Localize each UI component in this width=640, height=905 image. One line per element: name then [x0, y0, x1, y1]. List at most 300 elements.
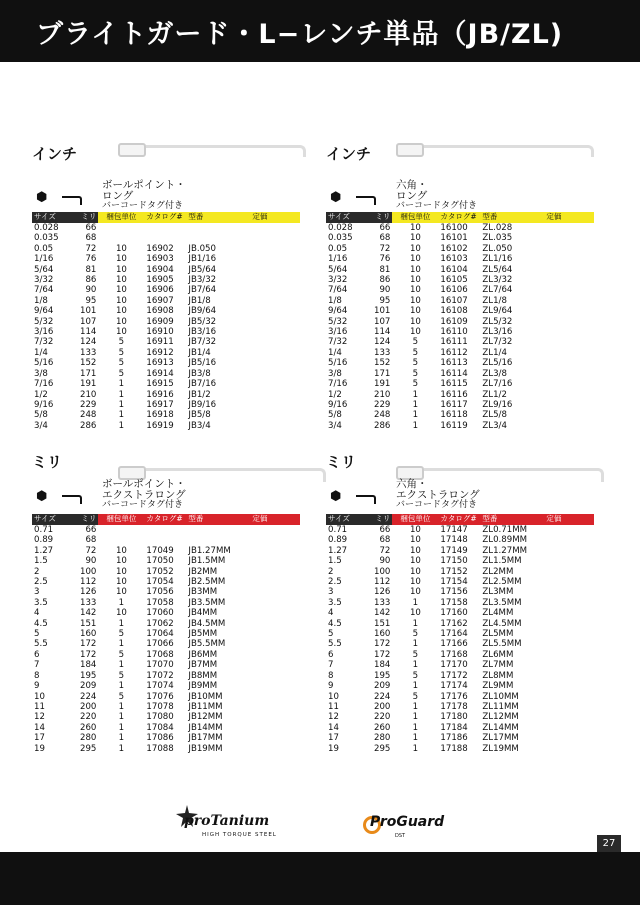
cell-price	[250, 348, 300, 358]
cell-pack-unit: 1	[118, 743, 125, 754]
cell-size: 2	[328, 566, 334, 577]
cell-catalog-number: 17084	[146, 722, 174, 733]
cell-model-number: ZL1/8	[482, 295, 507, 306]
cell-price	[544, 358, 594, 368]
cell-pack-unit: 1	[412, 399, 419, 410]
header-catalog: カタログ#	[144, 514, 186, 525]
cell-catalog-number: 17178	[440, 701, 468, 712]
cell-pack-unit: 5	[412, 670, 419, 681]
product-name-line1: 六角・	[396, 478, 428, 490]
cell-catalog-number: 17149	[440, 545, 468, 556]
cell-price	[544, 712, 594, 722]
cell-size: 3/8	[328, 368, 342, 379]
cell-size: 1/2	[328, 389, 342, 400]
cell-pack-unit: 5	[118, 368, 125, 379]
cell-model-number: JB5/8	[188, 410, 211, 421]
cell-model-number: JB12MM	[188, 712, 223, 723]
cell-model-number: ZL4.5MM	[482, 618, 522, 629]
table-row	[32, 639, 300, 649]
cell-price	[544, 629, 594, 639]
cell-price	[544, 733, 594, 743]
page-title: ブライトガード・L−レンチ単品（JB/ZL)	[36, 19, 564, 50]
cell-model-number: JB10MM	[188, 691, 223, 702]
cell-pack-unit: 10	[115, 264, 127, 275]
cell-pack-unit: 1	[412, 712, 419, 723]
cell-model-number: ZL.028	[482, 223, 513, 233]
cell-catalog-number: 16101	[440, 233, 468, 244]
cell-price	[250, 629, 300, 639]
cell-pack-unit: 1	[118, 701, 125, 712]
cell-length-mm: 171	[374, 368, 391, 379]
wrench-illustration	[146, 145, 306, 157]
cell-catalog-number: 16915	[146, 379, 174, 390]
cell-length-mm: 107	[80, 316, 97, 327]
cell-catalog-number: 17174	[440, 681, 468, 692]
cell-catalog-number: 16909	[146, 316, 174, 327]
cell-size: 10	[34, 691, 45, 702]
hex-icon: ⬢	[330, 190, 342, 205]
cell-length-mm: 72	[85, 243, 97, 254]
cell-price	[250, 744, 300, 754]
cell-pack-unit	[98, 233, 144, 243]
cell-length-mm: 124	[374, 337, 391, 348]
cell-price	[250, 535, 300, 545]
cell-catalog-number: 17080	[146, 712, 174, 723]
cell-size: 3/16	[328, 327, 348, 338]
cell-price	[544, 567, 594, 577]
cell-model-number: ZL3/8	[482, 368, 507, 379]
cell-pack-unit: 1	[118, 379, 125, 390]
section-label: ミリ	[326, 453, 357, 471]
cell-length-mm: 90	[85, 285, 97, 296]
cell-length-mm: 86	[85, 275, 97, 286]
cell-catalog-number: 16114	[440, 368, 468, 379]
cell-pack-unit: 1	[118, 420, 125, 431]
cell-catalog-number: 17164	[440, 629, 468, 640]
cell-catalog-number: 17158	[440, 597, 468, 608]
cell-model-number: JB5MM	[188, 629, 218, 640]
cell-model-number: ZL1.27MM	[482, 545, 528, 556]
l-key-icon	[62, 196, 82, 205]
table-row	[32, 296, 300, 306]
cell-catalog-number: 17186	[440, 733, 468, 744]
cell-pack-unit: 10	[409, 545, 421, 556]
spec-table	[32, 212, 300, 431]
cell-catalog-number	[144, 525, 186, 535]
cell-price	[544, 421, 594, 431]
cell-price	[250, 546, 300, 556]
header-unit: 梱包単位	[98, 212, 144, 223]
table-row	[326, 702, 594, 712]
cell-catalog-number: 16113	[440, 358, 468, 369]
table-row	[32, 619, 300, 629]
cell-model-number: ZL5/8	[482, 410, 507, 421]
cell-length-mm: 81	[379, 264, 391, 275]
table-row	[32, 587, 300, 597]
table-row	[326, 390, 594, 400]
cell-size: 5	[34, 629, 40, 640]
cell-model-number: ZL3.5MM	[482, 597, 522, 608]
cell-pack-unit: 5	[412, 691, 419, 702]
cell-price	[544, 275, 594, 285]
cell-price	[250, 660, 300, 670]
cell-catalog-number: 17176	[440, 691, 468, 702]
cell-model-number: JB5/32	[188, 316, 217, 327]
cell-size: 0.035	[34, 233, 59, 244]
cell-catalog-number: 17162	[440, 618, 468, 629]
cell-model-number: JB1/8	[188, 295, 211, 306]
cell-model-number: ZL1.5MM	[482, 556, 522, 567]
section-label: インチ	[32, 145, 78, 163]
table-row	[326, 348, 594, 358]
protanium-logo: proTanium	[184, 813, 270, 829]
table-row	[32, 546, 300, 556]
table-row	[326, 254, 594, 264]
cell-price	[250, 587, 300, 597]
product-name-line2: エクストラロング	[102, 489, 186, 501]
cell-price	[544, 400, 594, 410]
cell-price	[250, 327, 300, 337]
cell-length-mm: 200	[374, 701, 391, 712]
cell-price	[250, 254, 300, 264]
cell-length-mm: 191	[374, 379, 391, 390]
cell-price	[544, 692, 594, 702]
table-row	[32, 285, 300, 295]
cell-length-mm: 68	[85, 535, 97, 546]
cell-price	[544, 337, 594, 347]
cell-size: 0.028	[34, 223, 59, 233]
cell-size: 5/32	[34, 316, 54, 327]
cell-price	[250, 650, 300, 660]
table-row	[326, 629, 594, 639]
cell-model-number: ZL7/32	[482, 337, 513, 348]
cell-model-number: ZL.035	[482, 233, 513, 244]
table-row	[32, 681, 300, 691]
cell-catalog-number: 17062	[146, 618, 174, 629]
table-row	[326, 619, 594, 629]
table-header-row	[326, 514, 594, 525]
cell-model-number: ZL5.5MM	[482, 639, 522, 650]
cell-size: 12	[328, 712, 339, 723]
proguard-logo-sub: DST	[395, 833, 406, 839]
cell-model-number: ZL2MM	[482, 566, 514, 577]
table-row	[326, 233, 594, 243]
cell-size: 0.05	[34, 243, 54, 254]
header-mm: ミリ	[78, 514, 98, 525]
hex-icon: ⬢	[36, 489, 48, 504]
cell-price	[250, 639, 300, 649]
cell-catalog-number: 17060	[146, 608, 174, 619]
cell-catalog-number: 16906	[146, 285, 174, 296]
cell-size: 3/32	[328, 275, 348, 286]
table-row	[32, 702, 300, 712]
table-row	[32, 400, 300, 410]
cell-catalog-number: 17156	[440, 587, 468, 598]
cell-size: 7	[328, 660, 334, 671]
cell-pack-unit: 1	[118, 712, 125, 723]
cell-model-number: JB7MM	[188, 660, 218, 671]
cell-length-mm: 172	[374, 639, 391, 650]
cell-price	[544, 265, 594, 275]
table-row	[32, 275, 300, 285]
cell-length-mm: 209	[374, 681, 391, 692]
table-row	[326, 692, 594, 702]
table-row	[326, 712, 594, 722]
cell-price	[250, 379, 300, 389]
cell-model-number: ZL0.71MM	[482, 525, 528, 535]
wrench-illustration-hex-end	[396, 143, 424, 157]
cell-length-mm: 260	[80, 722, 97, 733]
cell-catalog-number: 16913	[146, 358, 174, 369]
cell-price	[544, 660, 594, 670]
cell-catalog-number	[144, 223, 186, 233]
cell-catalog-number: 16119	[440, 420, 468, 431]
header-unit: 梱包単位	[392, 212, 438, 223]
cell-length-mm: 95	[85, 295, 97, 306]
cell-pack-unit: 5	[412, 337, 419, 348]
cell-size: 9/64	[328, 306, 348, 317]
cell-price	[250, 619, 300, 629]
cell-length-mm: 124	[80, 337, 97, 348]
cell-catalog-number: 16917	[146, 399, 174, 410]
cell-size: 0.71	[34, 525, 54, 535]
cell-model-number: JB3/8	[188, 368, 211, 379]
cell-length-mm: 126	[80, 587, 97, 598]
cell-size: 1.27	[328, 545, 348, 556]
cell-pack-unit: 10	[115, 316, 127, 327]
cell-price	[250, 608, 300, 618]
cell-size: 8	[34, 670, 40, 681]
cell-catalog-number	[144, 535, 186, 545]
cell-size: 3/16	[34, 327, 54, 338]
cell-pack-unit: 5	[118, 670, 125, 681]
table-row	[326, 317, 594, 327]
wrench-illustration-hex-end	[118, 143, 146, 157]
cell-model-number: JB6MM	[188, 649, 218, 660]
cell-price	[250, 723, 300, 733]
table-row	[32, 265, 300, 275]
cell-length-mm: 209	[80, 681, 97, 692]
cell-price	[544, 598, 594, 608]
header-mm: ミリ	[78, 212, 98, 223]
cell-pack-unit: 10	[409, 535, 421, 546]
cell-model-number: JB1.27MM	[188, 545, 231, 556]
cell-model-number: ZL9MM	[482, 681, 514, 692]
cell-length-mm: 210	[80, 389, 97, 400]
table-row	[32, 671, 300, 681]
cell-price	[250, 223, 300, 233]
cell-catalog-number: 16106	[440, 285, 468, 296]
cell-catalog-number: 17086	[146, 733, 174, 744]
cell-catalog-number: 17148	[440, 535, 468, 546]
cell-size: 1/4	[34, 347, 48, 358]
header-unit: 梱包単位	[98, 514, 144, 525]
cell-length-mm: 171	[80, 368, 97, 379]
cell-price	[250, 681, 300, 691]
table-row	[326, 535, 594, 545]
title-bar	[0, 0, 640, 62]
cell-price	[250, 712, 300, 722]
table-row	[32, 223, 300, 233]
cell-catalog-number: 17072	[146, 670, 174, 681]
cell-catalog-number: 16912	[146, 347, 174, 358]
cell-model-number: ZL19MM	[482, 743, 519, 754]
cell-price	[250, 567, 300, 577]
cell-size: 7/32	[34, 337, 54, 348]
cell-price	[544, 390, 594, 400]
cell-catalog-number: 16908	[146, 306, 174, 317]
cell-pack-unit: 5	[118, 337, 125, 348]
cell-model-number: JB3/4	[188, 420, 211, 431]
cell-length-mm: 66	[379, 525, 391, 535]
cell-size: 14	[328, 722, 339, 733]
cell-pack-unit: 5	[412, 368, 419, 379]
cell-model-number: ZL1/16	[482, 254, 513, 265]
cell-size: 3	[34, 587, 40, 598]
cell-catalog-number: 17088	[146, 743, 174, 754]
table-row	[326, 410, 594, 420]
cell-model-number: ZL3/32	[482, 275, 513, 286]
cell-model-number: ZL1/2	[482, 389, 507, 400]
table-row	[32, 306, 300, 316]
cell-model-number: ZL1/4	[482, 347, 507, 358]
table-row	[326, 546, 594, 556]
cell-length-mm: 286	[374, 420, 391, 431]
cell-model-number	[186, 233, 250, 243]
cell-length-mm: 151	[374, 618, 391, 629]
cell-catalog-number: 16112	[440, 347, 468, 358]
footer-bar	[0, 852, 640, 905]
cell-pack-unit: 10	[115, 566, 127, 577]
table-row	[326, 733, 594, 743]
cell-model-number: ZL12MM	[482, 712, 519, 723]
cell-length-mm: 200	[80, 701, 97, 712]
cell-model-number: ZL3/4	[482, 420, 507, 431]
cell-price	[544, 233, 594, 243]
cell-pack-unit: 10	[409, 295, 421, 306]
cell-size: 14	[34, 722, 45, 733]
cell-catalog-number: 16903	[146, 254, 174, 265]
cell-price	[250, 296, 300, 306]
table-row	[326, 567, 594, 577]
cell-size: 2	[34, 566, 40, 577]
header-model: 型番	[186, 514, 250, 525]
cell-length-mm: 66	[85, 525, 97, 535]
cell-size: 10	[328, 691, 339, 702]
cell-pack-unit: 1	[412, 722, 419, 733]
cell-catalog-number: 16109	[440, 316, 468, 327]
cell-size: 7/64	[34, 285, 54, 296]
cell-catalog-number: 16107	[440, 295, 468, 306]
cell-length-mm: 133	[80, 347, 97, 358]
cell-size: 3/32	[34, 275, 54, 286]
header-model: 型番	[186, 212, 250, 223]
cell-catalog-number: 17049	[146, 545, 174, 556]
table-row	[326, 639, 594, 649]
cell-catalog-number: 16104	[440, 264, 468, 275]
cell-price	[544, 306, 594, 316]
cell-size: 5/32	[328, 316, 348, 327]
spec-table	[326, 514, 594, 754]
table-row	[32, 369, 300, 379]
cell-catalog-number: 17066	[146, 639, 174, 650]
cell-length-mm: 210	[374, 389, 391, 400]
cell-size: 17	[328, 733, 339, 744]
table-row	[326, 244, 594, 254]
cell-pack-unit: 5	[118, 629, 125, 640]
cell-price	[250, 265, 300, 275]
cell-catalog-number: 16907	[146, 295, 174, 306]
cell-catalog-number: 17166	[440, 639, 468, 650]
header-unit: 梱包単位	[392, 514, 438, 525]
cell-price	[544, 285, 594, 295]
cell-size: 0.05	[328, 243, 348, 254]
cell-length-mm: 172	[374, 649, 391, 660]
cell-size: 3/4	[34, 420, 48, 431]
cell-pack-unit: 10	[115, 254, 127, 265]
cell-price	[544, 723, 594, 733]
header-price: 定価	[250, 514, 300, 525]
cell-pack-unit: 1	[118, 722, 125, 733]
header-model: 型番	[480, 514, 544, 525]
cell-model-number: JB1/2	[188, 389, 211, 400]
cell-price	[250, 275, 300, 285]
cell-pack-unit: 5	[118, 347, 125, 358]
cell-catalog-number: 17050	[146, 556, 174, 567]
cell-length-mm: 248	[374, 410, 391, 421]
cell-size: 1/8	[328, 295, 342, 306]
table-row	[326, 327, 594, 337]
cell-catalog-number: 17074	[146, 681, 174, 692]
table-row	[32, 390, 300, 400]
header-size: サイズ	[326, 212, 372, 223]
cell-price	[544, 681, 594, 691]
cell-model-number: JB3/16	[188, 327, 217, 338]
cell-pack-unit: 1	[118, 389, 125, 400]
cell-pack-unit: 1	[412, 410, 419, 421]
barcode-note: バーコードタグ付き	[102, 201, 184, 211]
cell-size: 5.5	[34, 639, 48, 650]
cell-price	[250, 317, 300, 327]
cell-model-number	[186, 535, 250, 545]
table-row	[32, 650, 300, 660]
header-model: 型番	[480, 212, 544, 223]
cell-size: 5.5	[328, 639, 342, 650]
cell-price	[544, 254, 594, 264]
cell-length-mm: 142	[80, 608, 97, 619]
header-size: サイズ	[326, 514, 372, 525]
cell-model-number: ZL5/16	[482, 358, 513, 369]
cell-size: 1/2	[34, 389, 48, 400]
cell-pack-unit: 1	[412, 701, 419, 712]
cell-size: 12	[34, 712, 45, 723]
cell-model-number: ZL7/16	[482, 379, 513, 390]
cell-pack-unit: 1	[412, 733, 419, 744]
cell-length-mm: 286	[80, 420, 97, 431]
cell-model-number: JB7/64	[188, 285, 217, 296]
table-row	[326, 400, 594, 410]
cell-size: 0.89	[34, 535, 54, 546]
cell-size: 3/4	[328, 420, 342, 431]
cell-length-mm: 280	[374, 733, 391, 744]
cell-pack-unit: 5	[118, 691, 125, 702]
header-mm: ミリ	[372, 514, 392, 525]
cell-length-mm: 76	[85, 254, 97, 265]
product-name-line2: ロング	[396, 190, 428, 202]
cell-catalog-number: 16110	[440, 327, 468, 338]
cell-price	[250, 244, 300, 254]
cell-size: 0.035	[328, 233, 353, 244]
